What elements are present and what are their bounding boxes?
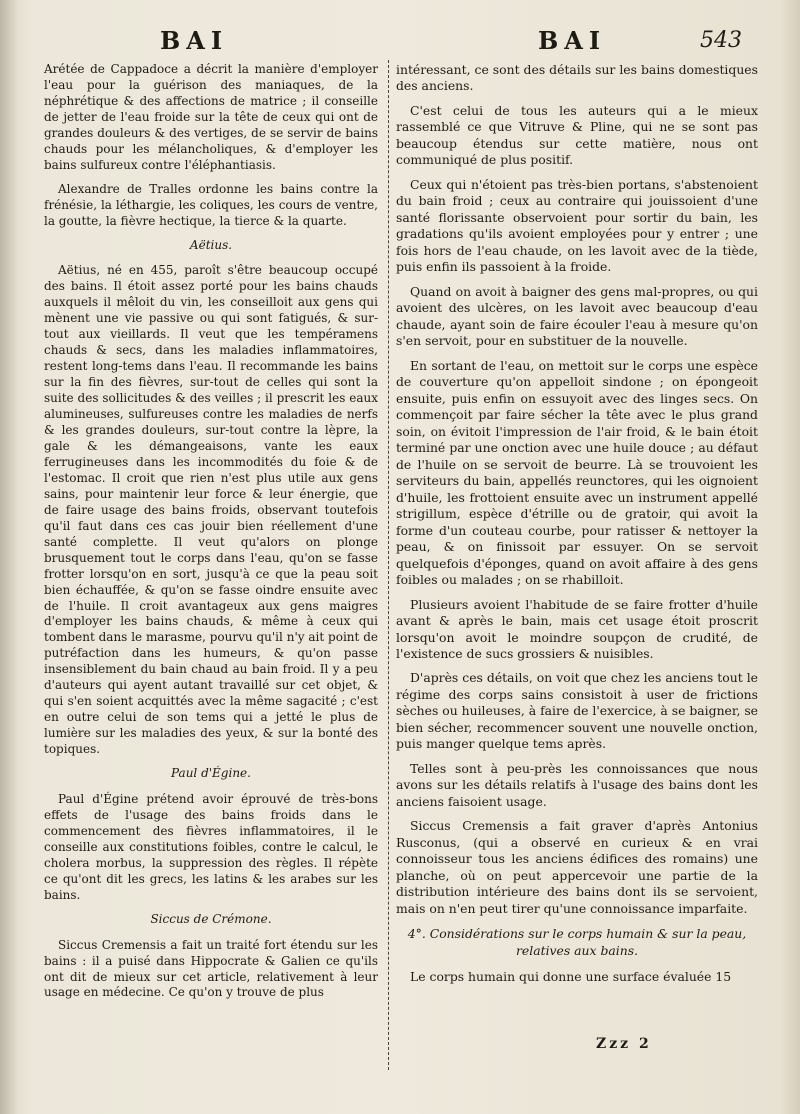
- running-head-right: BAI: [538, 26, 607, 55]
- paragraph: Paul d'Égine prétend avoir éprouvé de très-bons effets de l'usage des bains froids dans le commencement des fièvres inflammatoires, il le conseille aux constitutions foibles, contre le calcul, le cholera morbus, la suppression des règles. Il répète ce qu'ont dit les grecs, les latins & les arabes sur les bains.: [44, 791, 378, 902]
- paragraph: Plusieurs avoient l'habitude de se faire frotter d'huile avant & après le bain, mais cet usage étoit proscrit lorsqu'on avoit le moindre soupçon de crudité, de l'existence de sucs grossiers & nuisibles.: [396, 596, 758, 661]
- section-heading: Paul d'Égine.: [171, 766, 251, 781]
- section-heading: Siccus de Crémone.: [150, 911, 272, 926]
- paragraph: Alexandre de Tralles ordonne les bains contre la frénésie, la léthargie, les coliques, les cours de ventre, la goutte, la fièvre hectique, la tierce & la quarte.: [44, 181, 378, 228]
- running-head-left: BAI: [160, 26, 229, 55]
- column-divider: [388, 60, 389, 1070]
- paragraph: Siccus Cremensis a fait graver d'après Antonius Rusconus, (qui a observé en curieux & en vrai connoisseur tous les anciens édifices des romains) une planche, où on peut appercevoir une partie de la distribution intérieure des bains dont ils se servoient, mais on n'en peut tirer qu'une connoissance imparfaite.: [396, 818, 758, 916]
- paragraph: D'après ces détails, on voit que chez les anciens tout le régime des corps sains consistoit à user de frictions sèches ou huileuses, à faire de l'exercice, à se baigner, se bien sécher, recommencer souvent une nouvelle onction, puis manger quelque tems après.: [396, 670, 759, 752]
- section-heading: Aëtius.: [189, 237, 233, 252]
- paragraph: intéressant, ce sont des détails sur les bains domestiques des anciens.: [396, 62, 758, 94]
- paragraph: Quand on avoit à baigner des gens mal-propres, ou qui avoient des ulcères, on les lavoit avec beaucoup d'eau chaude, ayant soin de faire écouler l'eau à mesure qu'on s'en servoit, pour en substituer de la nouvelle.: [396, 283, 758, 349]
- paragraph: Ceux qui n'étoient pas très-bien portans, s'abstenoient du bain froid ; ceux au contraire qui jouissoient d'une santé florissante observoient pour sortir du bain, les gradations qu'ils avoient employées pour y entrer ; une fois hors de l'eau chaude, on les lavoit avec de la tiède, puis enfin ils passoient à la froide.: [396, 176, 758, 275]
- paragraph: Le corps humain qui donne une surface évaluée 15: [410, 969, 732, 985]
- paragraph: En sortant de l'eau, on mettoit sur le corps une espèce de couverture qu'on appelloit sindone ; on épongeoit ensuite, puis enfin on essuyoit avec des linges secs. On commençoit par faire sécher la tête avec le plus grand soin, on évitoit l'impression de l'air froid, & le bain étoit terminé par une onction avec une huile douce ; au défaut de l'huile on se servoit de beurre. Là se trouvoient les serviteurs du bain, appellés reunctores, qui les oignoient d'huile, les frottoient ensuite avec un instrument appellé strigillum, espèce d'étrille ou de gratoir, qui avoit la forme d'un couteau courbe, pour ratisser & nettoyer la peau, & on finissoit par essuyer. On se servoit quelquefois d'éponges, quand on avoit affaire à des gens foibles ou malades ; on se rhabilloit.: [396, 357, 758, 588]
- section-heading: 4°. Considérations sur le corps humain & sur la peau, relatives aux bains.: [407, 926, 747, 959]
- left-column: [44, 62, 378, 1009]
- paragraph: Siccus Cremensis a fait un traité fort étendu sur les bains : il a puisé dans Hippocrate & Galien ce qu'ils ont dit de mieux sur cet article, relativement à leur usage en médecine. Ce qu'on y trouve de plus: [44, 937, 378, 1000]
- right-column: [396, 62, 758, 994]
- paragraph: Telles sont à peu-près les connoissances que nous avons sur les détails relatifs à l'usage des bains dont les anciens faisoient usage.: [396, 760, 758, 809]
- signature-mark: Zzz 2: [596, 1036, 652, 1052]
- paragraph: C'est celui de tous les auteurs qui a le mieux rassemblé ce que Vitruve & Pline, qui ne se sont pas beaucoup étendus sur cette matière, nous ont communiqué de plus positif.: [396, 102, 758, 168]
- paragraph: Arétée de Cappadoce a décrit la manière d'employer l'eau pour la guérison des maniaques, de la néphrétique & des affections de matrice ; il conseille de jetter de l'eau froide sur la tête de ceux qui ont de grandes douleurs & des vertiges, de se servir de bains chauds pour les mélancholiques, & d'employer les bains sulfureux contre l'éléphantiasis.: [44, 62, 378, 172]
- page-number: 543: [700, 28, 742, 53]
- paragraph: Aëtius, né en 455, paroît s'être beaucoup occupé des bains. Il étoit assez porté pour les bains chauds auxquels il mêloit du vin, les conseilloit aux gens qui mènent une vie passive ou qui sont fatigués, & sur-tout aux vieillards. Il veut que les tempéramens chauds & secs, dans les maladies inflammatoires, restent long-tems dans l'eau. Il recommande les bains sur la fin des fièvres, sur-tout de celles qui sont la suite des sollicitudes & des veilles ; il prescrit les eaux alumineuses, sulfureuses contre les maladies de nerfs & les grandes douleurs, sur-tout contre la lèpre, la gale & les démangeaisons, vante les eaux ferrugineuses dans les incommodités du foie & de l'estomac. Il croit que rien n'est plus utile aux gens sains, pour maintenir leur force & leur énergie, que de faire usage des bains froids, observant toutefois qu'il faut dans ces cas jouir bien réellement d'une santé complette. Il veut qu'alors on plonge brusquement tout le corps dans l'eau, qu'on se fasse frotter lorsqu'on en sort, jusqu'à ce que la peau soit bien échauffée, & qu'on se fasse oindre ensuite avec de l'huile. Il croit avantageux aux gens maigres d'employer les bains chauds, & même à ceux qui tombent dans le marasme, pourvu qu'il n'y ait point de putréfaction dans les humeurs, & qu'on passe insensiblement du bain chaud au bain froid. Il y a peu d'auteurs qui ayent autant travaillé sur cet objet, & qui s'en soient acquittés avec la même sagacité ; c'est en outre celui de son tems qui a jetté le plus de lumière sur les maladies des yeux, & sur la bonté des topiques.: [44, 263, 378, 757]
- binding-shadow: [0, 0, 18, 1114]
